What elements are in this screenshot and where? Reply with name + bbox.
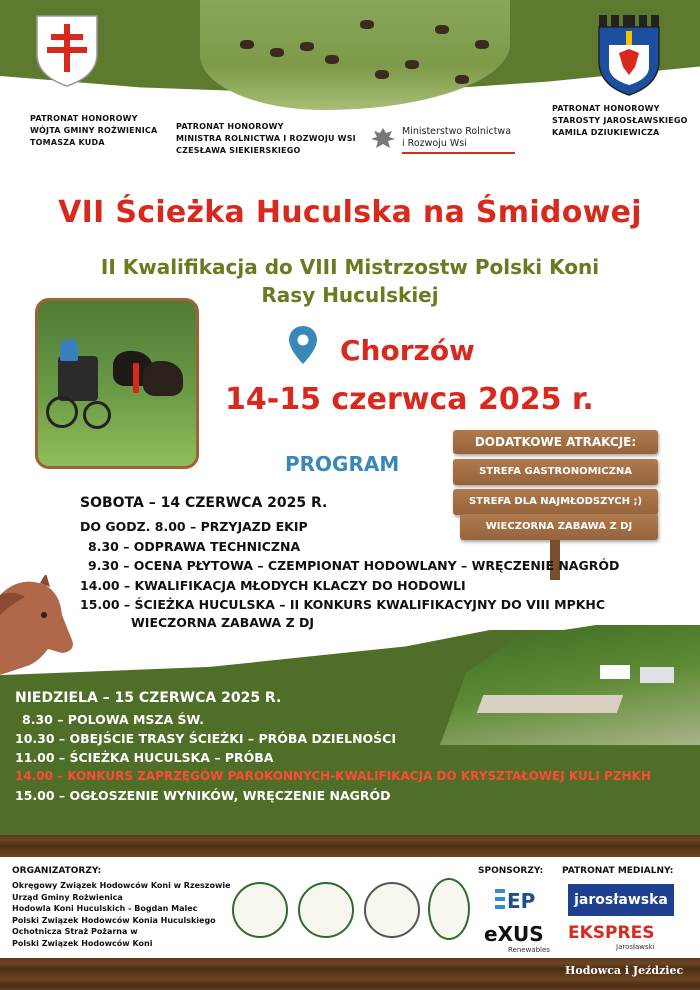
gmina-coat-of-arms bbox=[35, 14, 99, 92]
event-dates: 14-15 czerwca 2025 r. bbox=[225, 382, 594, 417]
organizers-list: Okręgowy Związek Hodowców Koni w Rzeszowie Urząd Gminy Rożwienica Hodowla Koni Huculskich - Bogdan Malec Polski Związek Hodowców Konia Huculskiego Ochotnicza Straż Pożarna w Polski Związek Hodowców Koni bbox=[12, 881, 231, 948]
sponsors-title: SPONSORZY: bbox=[478, 866, 544, 876]
media-jaroslawska-logo: jarosławska bbox=[568, 884, 674, 916]
media-ekspres-logo: EKSPRES bbox=[568, 923, 655, 943]
schedule-item: 14.00 – KWALIFIKACJA MŁODYCH KLACZY DO HODOWLI bbox=[80, 578, 466, 593]
event-location: Chorzów bbox=[340, 334, 475, 367]
schedule-item: WIECZORNA ZABAWA Z DJ bbox=[131, 615, 315, 630]
attractions-header: DODATKOWE ATRAKCJE: bbox=[453, 430, 658, 454]
schedule-item: DO GODZ. 8.00 – PRZYJAZD EKIP bbox=[80, 519, 308, 534]
patron-middle: PATRONAT HONOROWY MINISTRA ROLNICTWA I ROZWOJU WSI CZESŁAWA SIEKIERSKIEGO bbox=[176, 122, 356, 155]
schedule-item: 15.00 – OGŁOSZENIE WYNIKÓW, WRĘCZENIE NAGRÓD bbox=[15, 788, 391, 803]
media-hodowca-logo: Hodowca i Jeździec bbox=[565, 964, 684, 977]
schedule-item-highlight: 14.00 – KONKURS ZAPRZĘGÓW PAROKONNYCH-KWALIFIKACJA DO KRYSZTAŁOWEJ KULI PZHKH bbox=[15, 769, 651, 783]
wood-strip-top bbox=[0, 835, 700, 857]
schedule-item: 9.30 – OCENA PŁYTOWA – CZEMPIONAT HODOWLANY – WRĘCZENIE NAGRÓD bbox=[88, 558, 620, 573]
eagle-icon bbox=[368, 124, 398, 154]
carriage-driving-photo bbox=[35, 298, 199, 469]
organizers-title: ORGANIZATORZY: bbox=[12, 866, 102, 876]
schedule-item: 8.30 – ODPRAWA TECHNICZNA bbox=[88, 539, 301, 554]
attraction-item: STREFA GASTRONOMICZNA bbox=[453, 459, 658, 485]
schedule-item: 11.00 – ŚCIEŻKA HUCULSKA – PRÓBA bbox=[15, 750, 274, 765]
attraction-item: STREFA DLA NAJMŁODSZYCH ;) bbox=[453, 489, 658, 515]
hodowla-logo bbox=[428, 878, 470, 940]
ministry-logo bbox=[368, 124, 398, 158]
patron-left: PATRONAT HONOROWY WÓJTA GMINY ROŻWIENICA TOMASZA KUDA bbox=[30, 114, 158, 147]
event-subtitle: II Kwalifikacja do VIII Mistrzostw Polski Koni Rasy Huculskiej bbox=[100, 255, 600, 307]
aerial-photo-carriages bbox=[200, 0, 510, 110]
horse-head-illustration bbox=[0, 575, 80, 689]
location-pin-icon bbox=[288, 325, 318, 369]
sponsor-ep-logo bbox=[495, 886, 535, 916]
patron-right: PATRONAT HONOROWY STAROSTY JAROSŁAWSKIEGO KAMILA DZIUKIEWICZA bbox=[552, 104, 688, 137]
media-title: PATRONAT MEDIALNY: bbox=[562, 866, 674, 876]
svg-text:EP: EP bbox=[507, 889, 535, 912]
schedule-item: 15.00 – ŚCIEŻKA HUCULSKA – II KONKURS KWALIFIKACYJNY DO VIII MPKHC bbox=[80, 597, 606, 612]
ministry-name: Ministerstwo Rolnictwa i Rozwoju Wsi bbox=[402, 126, 515, 154]
sponsor-exus-sub: Renewables bbox=[508, 946, 550, 954]
schedule-item: 10.30 – OBEJŚCIE TRASY ŚCIEŻKI – PRÓBA DZIELNOŚCI bbox=[15, 731, 396, 746]
pzhk-logo bbox=[298, 882, 354, 938]
ozhk-rzeszow-logo bbox=[232, 882, 288, 938]
jaroslaw-coat-of-arms bbox=[597, 14, 661, 100]
program-heading: PROGRAM bbox=[285, 452, 400, 476]
saturday-title: SOBOTA – 14 CZERWCA 2025 R. bbox=[80, 495, 328, 511]
sunday-title: NIEDZIELA – 15 CZERWCA 2025 R. bbox=[15, 690, 282, 706]
attraction-item: WIECZORNA ZABAWA Z DJ bbox=[460, 514, 658, 540]
schedule-item: 8.30 – POLOWA MSZA ŚW. bbox=[22, 712, 205, 727]
media-ekspres-sub: Jarosławski bbox=[616, 943, 655, 951]
event-title: VII Ścieżka Huculska na Śmidowej bbox=[58, 195, 642, 230]
pzhkh-logo bbox=[364, 882, 420, 938]
sponsor-exus-logo: eXUS bbox=[484, 922, 544, 946]
